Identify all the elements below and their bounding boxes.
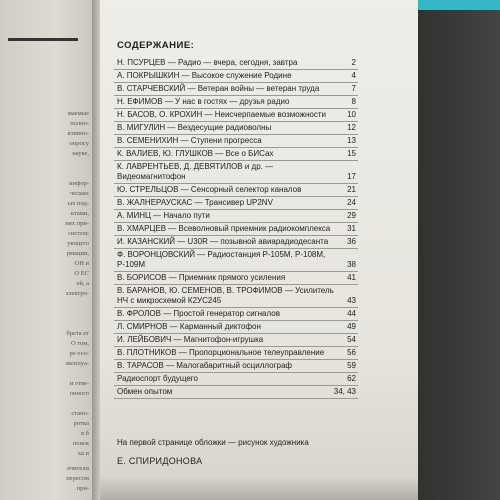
contents-entry [114,308,358,321]
contents-entry [114,373,358,386]
left-text-fragment: иях при- [65,220,89,227]
contents-entry-page: 21 [347,185,356,194]
contents-entry [114,360,358,373]
left-text-fragment: ктивно- [67,130,89,137]
contents-entry [114,386,358,399]
contents-entry-text: В. СЕМЕНИХИН — Ступени прогресса [117,136,262,145]
contents-entry-text: К. ВАЛИЕВ, Ю. ГЛУШКОВ — Все о БИСах [117,149,274,158]
left-text-fragment: пересом [66,475,89,482]
contents-entry [114,334,358,347]
left-text-fragment: систем; [68,230,89,237]
left-text-fragment: ей, а [76,280,89,287]
contents-entry-text: Н. БАСОВ, О. КРОХИН — Неисчерпаемые возможности [117,110,326,119]
contents-entry-text: Радиоспорт будущего [117,374,198,383]
left-text-fragment: ующего [67,240,89,247]
contents-entry [114,197,358,210]
contents-entry [114,184,358,197]
contents-entry-page: 38 [347,260,356,269]
left-text-fragment: в б [80,430,89,437]
left-text-fragment: ротка [73,420,89,427]
left-text-fragment: ечители [67,465,89,472]
contents-entry [114,272,358,285]
contents-entry-page: 10 [347,110,356,119]
left-page-rule [8,38,78,41]
contents-title: СОДЕРЖАНИЕ: [117,40,195,51]
contents-entry-text: Л. СМИРНОВ — Карманный диктофон [117,322,261,331]
contents-entry-page: 17 [347,172,356,181]
contents-entry [114,96,358,109]
contents-entry-page: 56 [347,348,356,357]
left-text-fragment: ОН и [74,260,89,267]
contents-entry-page: 43 [347,296,356,305]
contents-entry [114,148,358,161]
contents-entry-text: Ф. ВОРОНЦОВСКИЙ — Радиостанция Р-105М, Р-108М, Р-109М [117,250,326,269]
contents-entry-page: 2 [351,58,356,67]
contents-entry [114,122,358,135]
contents-entry [114,135,358,148]
left-text-fragment: рмации, [66,250,89,257]
contents-entry-text: А. МИНЦ — Начало пути [117,211,210,220]
left-text-fragment: онного [69,390,89,397]
contents-entry-page: 7 [351,84,356,93]
left-text-fragment: брета ет [66,330,89,337]
contents-entry-page: 62 [347,374,356,383]
left-text-fragment: ческих [69,190,89,197]
contents-entry-page: 8 [351,97,356,106]
contents-entry-page: 29 [347,211,356,220]
left-text-fragment: О ЕС [74,270,89,277]
contents-entry-page: 44 [347,309,356,318]
left-text-fragment: ре осо- [69,350,89,357]
contents-list [114,57,358,399]
contents-entry-page: 12 [347,123,356,132]
contents-entry-page: 49 [347,322,356,331]
contents-entry-page: 24 [347,198,356,207]
contents-entry-page: 41 [347,273,356,282]
page-shadow [100,476,418,500]
contents-entry-text: Н. ЕФИМОВ — У нас в гостях — друзья радио [117,97,290,106]
contents-entry-text: К. ЛАВРЕНТЬЕВ, Д. ДЕВЯТИЛОВ и др. — Видеомагнитофон [117,162,274,181]
contents-entry-text: В. ТАРАСОВ — Малогабаритный осциллограф [117,361,292,370]
left-text-fragment: и отве- [69,380,89,387]
contents-entry [114,223,358,236]
contents-entry-text: В. ПЛОТНИКОВ — Пропорциональное телеуправление [117,348,325,357]
contents-entry [114,161,358,184]
left-text-fragment: инфор- [69,180,89,187]
contents-entry-text: В. МИГУЛИН — Вездесущие радиоволны [117,123,272,132]
contents-entry-text: Ю. СТРЕЛЬЦОВ — Сенсорный селектор каналов [117,185,302,194]
left-text-fragment: ктами, [70,210,89,217]
left-text-fragment: стано- [71,410,89,417]
contents-entry [114,236,358,249]
left-text-fragment: О том, [71,340,89,347]
left-text-fragment: науке, [72,150,89,157]
contents-entry-text: Обмен опытом [117,387,173,396]
contents-entry-text: Н. ПСУРЦЕВ — Радио — вчера, сегодня, завтра [117,58,298,67]
contents-entry-text: И. КАЗАНСКИЙ — U30R — позывной авиарадиодесанта [117,237,329,246]
left-page [0,0,92,500]
left-text-fragment: при- [76,485,89,492]
contents-entry-text: В. БАРАНОВ, Ю. СЕМЕНОВ, В. ТРОФИМОВ — Усилитель НЧ с микросхемой К2УС245 [117,286,334,305]
contents-entry [114,249,358,272]
contents-page [100,0,418,500]
left-text-fragment: ых под- [67,200,89,207]
contents-entry-page: 13 [347,136,356,145]
contents-entry-text: В. ХМАРЦЕВ — Всеволновый приемник радиокомплекса [117,224,331,233]
contents-entry [114,109,358,122]
contents-entry [114,57,358,70]
contents-entry-text: В. СТАРЧЕВСКИЙ — Ветеран войны — ветеран труда [117,84,320,93]
left-text-fragment: эксплуа- [65,360,89,367]
cover-credit-note: На первой странице обложки — рисунок художника [117,438,309,447]
contents-entry [114,321,358,334]
contents-entry-text: В. ФРОЛОВ — Простой генератор сигналов [117,309,280,318]
contents-entry-text: А. ПОКРЫШКИН — Высокое служение Родине [117,71,292,80]
contents-entry-page: 59 [347,361,356,370]
left-text-fragment: маемые [67,110,89,117]
left-text-fragment: электро- [65,290,89,297]
left-text-fragment: опросу [69,140,89,147]
contents-entry-page: 54 [347,335,356,344]
left-text-fragment: ха и [77,450,89,457]
contents-entry-page: 34, 43 [333,387,356,396]
contents-entry-page: 36 [347,237,356,246]
contents-entry [114,285,358,308]
contents-entry-page: 4 [351,71,356,80]
contents-entry [114,70,358,83]
contents-entry-text: И. ЛЕЙБОВИЧ — Магнитофон-игрушка [117,335,264,344]
left-text-fragment: полно- [70,120,89,127]
page-edge-background [405,0,500,500]
contents-entry [114,83,358,96]
contents-entry-page: 15 [347,149,356,158]
cover-edge-strip [404,0,500,10]
contents-entry-text: В. БОРИСОВ — Приемник прямого усиления [117,273,286,282]
contents-entry-page: 31 [347,224,356,233]
contents-entry [114,347,358,360]
contents-entry [114,210,358,223]
left-text-fragment: поиск [72,440,89,447]
contents-entry-text: В. ЖАЛНЕРАУСКАС — Трансивер UP2NV [117,198,273,207]
cover-artist-name: Е. СПИРИДОНОВА [117,456,203,466]
